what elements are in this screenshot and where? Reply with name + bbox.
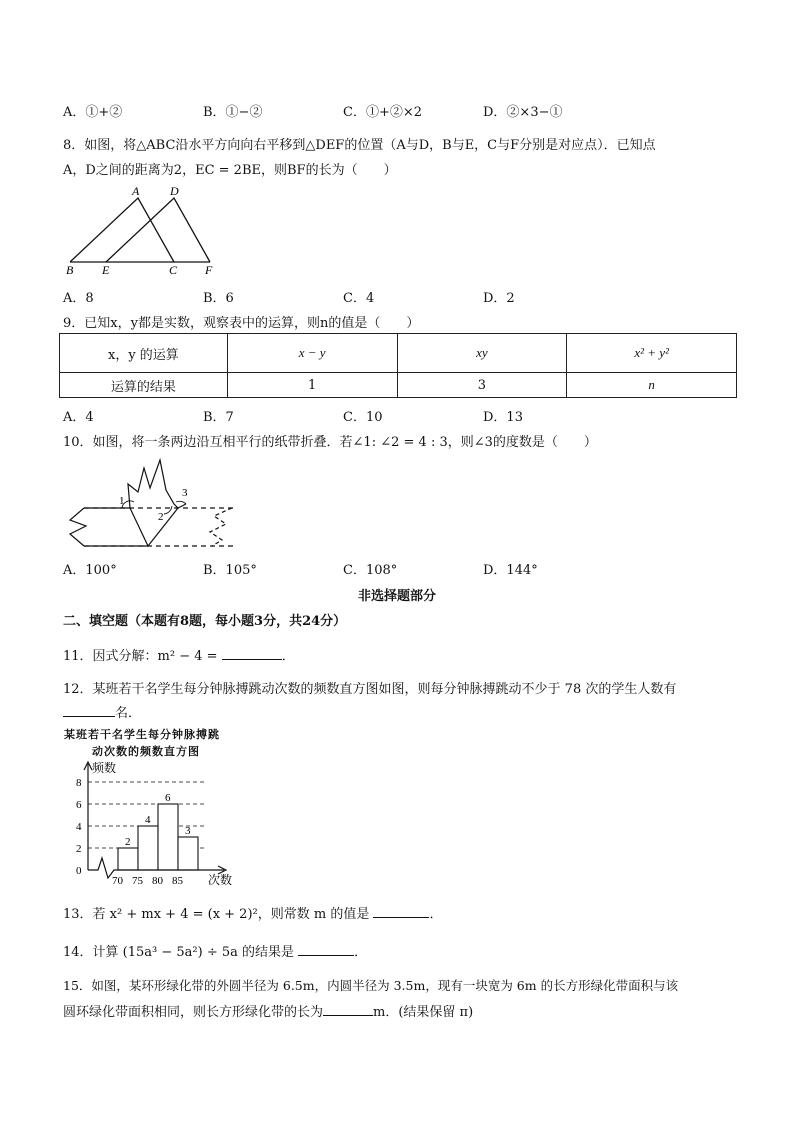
- q8-label-c: C: [169, 263, 178, 276]
- histogram-bar-value-label: 4: [145, 814, 151, 826]
- q7-option-d: D．②×3−①: [483, 105, 563, 120]
- q10-angle-2-label: 2: [158, 511, 164, 523]
- histogram-x-tick-label: 80: [152, 875, 163, 887]
- q9-result-2: 3: [397, 373, 567, 398]
- histogram-y-tick-label: 6: [76, 799, 82, 811]
- q11-line: [63, 645, 295, 664]
- histogram-x-tick-label: 85: [172, 875, 183, 887]
- q13-text: 13．若 x² + mx + 4 = (x + 2)²，则常数 m 的值是: [63, 907, 370, 922]
- q9-option-b: B．7: [203, 410, 234, 425]
- q9-header-x-minus-y: x − y: [227, 334, 397, 373]
- histogram-y-tick-label: 8: [76, 777, 82, 789]
- q15-text: 圆环绿化带面积相同，则长方形绿化带的长为: [63, 1005, 324, 1020]
- q10-option-b: B．105°: [203, 563, 257, 578]
- q14-end: ．: [354, 945, 368, 960]
- histogram-bar-value-label: 2: [125, 836, 131, 848]
- q11-answer-blank[interactable]: [222, 647, 282, 660]
- histogram-y-tick-label: 0: [76, 865, 82, 877]
- q9-result-label: 运算的结果: [60, 373, 228, 398]
- q14-answer-blank[interactable]: [298, 943, 354, 956]
- histogram-bar: [138, 826, 158, 870]
- q14-text: 14．计算 (15a³ − 5a²) ÷ 5a 的结果是: [63, 945, 295, 960]
- histogram-title-line1: 某班若干名学生每分钟脉搏跳: [64, 728, 220, 741]
- histogram-y-tick-label: 4: [76, 821, 82, 833]
- q13-end: ．: [429, 907, 443, 922]
- histogram-y-tick-label: 2: [76, 843, 82, 855]
- q8-label-d: D: [170, 184, 179, 198]
- q10-stem: 10．如图，将一条两边沿互相平行的纸带折叠．若∠1: ∠2 = 4 : 3，则∠3的度数是（ ）: [63, 435, 597, 450]
- q10-folded-strip-figure: [62, 452, 242, 556]
- pulse-frequency-histogram: [62, 758, 252, 888]
- q7-option-c: C．①+②×2: [343, 105, 423, 120]
- q10-angle-3-label: 3: [182, 487, 188, 499]
- histogram-ylabel: 频数: [92, 761, 117, 775]
- q10-angle-1-label: 1: [119, 495, 125, 507]
- q9-option-d: D．13: [483, 410, 523, 425]
- q15-end: m．(结果保留 π): [373, 1005, 474, 1020]
- q7-option-b: B．①−②: [203, 105, 263, 120]
- q9-operation-table: [59, 333, 737, 398]
- q9-result-n: n: [567, 373, 737, 398]
- q9-result-1: 1: [227, 373, 397, 398]
- q15-answer-blank[interactable]: [323, 1003, 373, 1016]
- q8-option-c: C．4: [343, 291, 375, 306]
- q8-label-f: F: [205, 263, 213, 276]
- q9-option-a: A．4: [63, 410, 94, 425]
- q8-translation-figure: [62, 184, 222, 276]
- q12-stem-line1: 12．某班若干名学生每分钟脉搏跳动次数的频数直方图如图，则每分钟脉搏跳动不少于 78 次的学生人数有: [63, 682, 677, 697]
- q13-line: [63, 903, 442, 922]
- q9-stem: 9．已知x，y都是实数，观察表中的运算，则n的值是（ ）: [63, 316, 420, 331]
- q15-stem-line1: 15．如图，某环形绿化带的外圆半径为 6.5m，内圆半径为 3.5m，现有一块宽为 6m 的长方形绿化带面积与该: [63, 978, 679, 993]
- q10-option-a: A．100°: [63, 563, 117, 578]
- histogram-bar-value-label: 6: [165, 792, 171, 804]
- histogram-xlabel: 次数: [208, 873, 233, 887]
- q9-header-x2-plus-y2: x² + y²: [567, 334, 737, 373]
- q11-end: ．: [281, 649, 295, 664]
- q8-label-e: E: [102, 263, 110, 276]
- q8-label-b: B: [66, 263, 74, 276]
- histogram-bar: [158, 804, 178, 870]
- q12-stem-line2: [63, 702, 141, 721]
- q8-label-a: A: [132, 184, 140, 198]
- q10-option-c: C．108°: [343, 563, 398, 578]
- q10-option-d: D．144°: [483, 563, 538, 578]
- histogram-bar: [178, 837, 198, 870]
- q9-option-c: C．10: [343, 410, 383, 425]
- q8-option-b: B．6: [203, 291, 234, 306]
- histogram-title-line2: 动次数的频数直方图: [92, 745, 200, 758]
- q9-header-xy: xy: [397, 334, 567, 373]
- section-title: 非选择题部分: [357, 589, 436, 604]
- q13-answer-blank[interactable]: [373, 905, 429, 918]
- part2-title: 二、填空题（本题有8题，每小题3分，共24分）: [63, 614, 347, 629]
- histogram-x-tick-label: 75: [132, 875, 143, 887]
- q11-text: 11．因式分解：m² − 4 =: [63, 649, 218, 664]
- q7-option-a: A．①+②: [63, 105, 123, 120]
- q8-option-a: A．8: [63, 291, 94, 306]
- q9-header-label: x，y 的运算: [60, 334, 228, 373]
- q12-end: 名．: [115, 706, 142, 721]
- q8-stem-line1: 8．如图，将△ABC沿水平方向向右平移到△DEF的位置（A与D，B与E，C与F分别是对应点）．已知点: [63, 138, 656, 153]
- q12-answer-blank[interactable]: [63, 704, 115, 717]
- histogram-bar: [118, 848, 138, 870]
- q15-stem-line2: [63, 1001, 473, 1020]
- histogram-x-tick-label: 70: [112, 875, 123, 887]
- histogram-bar-value-label: 3: [185, 825, 191, 837]
- q14-line: [63, 941, 367, 960]
- q8-option-d: D．2: [483, 291, 515, 306]
- q8-stem-line2: A，D之间的距离为2，EC = 2BE，则BF的长为（ ）: [63, 163, 397, 178]
